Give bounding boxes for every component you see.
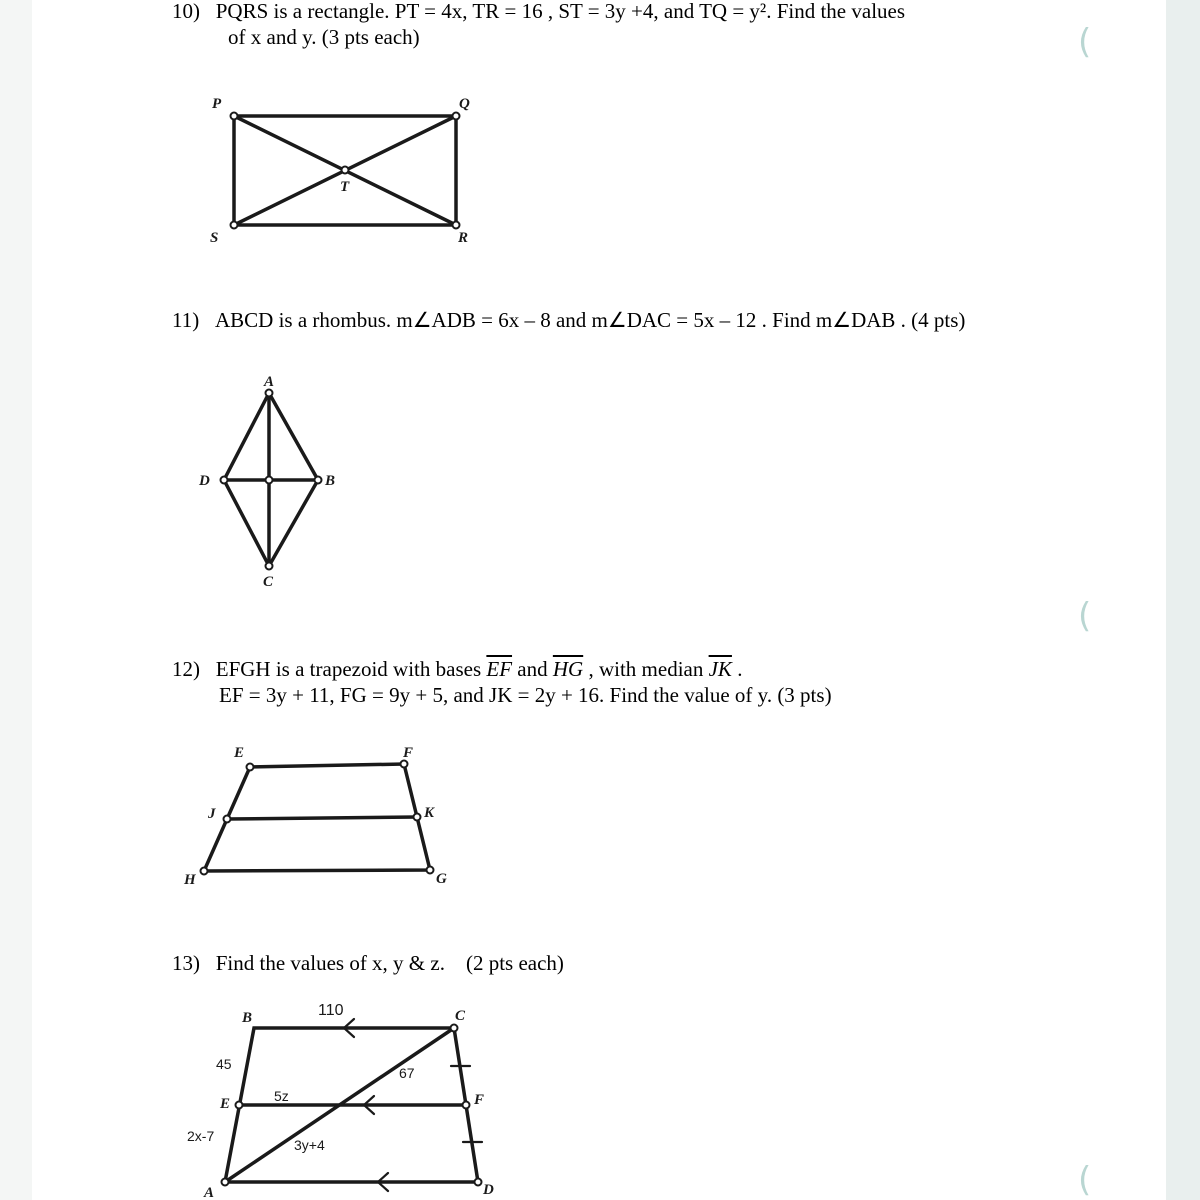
measure-be: 45 [216,1056,232,1072]
question-prompt-line1: EFGH is a trapezoid with bases [215,657,487,681]
margin-mark: ( [1078,22,1092,62]
label-d: D [483,1182,494,1198]
label-q: Q [459,96,470,112]
measure-diagonal: 3y+4 [294,1137,325,1153]
label-j: J [208,806,216,822]
question-number: 12) [172,657,200,681]
trapezoid-efgh-figure [204,764,430,871]
question-number: 13) [172,951,200,975]
label-a: A [264,374,275,390]
label-a: A [204,1185,215,1200]
label-e: E [234,745,245,761]
question-prompt: Find the values of x, y & z. [215,951,445,975]
label-c: C [455,1008,466,1024]
label-h: H [184,872,196,888]
measure-ez: 5z [274,1088,289,1104]
margin-mark: ( [1078,596,1092,636]
measure-ae: 2x-7 [187,1128,215,1144]
label-d: D [199,473,210,489]
question-number: 11) [172,308,200,332]
question-points: (2 pts each) [465,951,564,975]
word-median: , with median [583,657,709,681]
sentence-end: . [731,657,743,681]
label-t: T [340,179,350,195]
label-r: R [458,230,469,246]
label-b: B [242,1010,253,1026]
margin-mark: ( [1078,1160,1092,1200]
label-g: G [436,871,447,887]
label-f: F [474,1092,485,1108]
trapezoid-abcd-figure [225,1028,478,1182]
label-k: K [424,805,435,821]
label-f: F [403,745,414,761]
question-prompt-line2: of x and y. (3 pts each) [228,25,420,49]
measure-bc: 110 [318,1002,344,1019]
label-b: B [325,473,336,489]
segment-ef: $\overline{EF}$ [486,657,513,681]
label-c: C [263,574,274,590]
measure-angle: 67 [399,1065,415,1081]
word-and: and [512,657,553,681]
label-e: E [220,1096,231,1112]
question-prompt: ABCD is a rhombus. m∠ADB = 6x – 8 and m∠DAC = 5x – 12 . Find m∠DAB . (4 pts) [214,308,966,332]
segment-hg: $\overline{HG}$ [552,657,584,681]
segment-jk: $\overline{JK}$ [708,657,732,681]
question-prompt-line2: EF = 3y + 11, FG = 9y + 5, and JK = 2y + 16. Find the value of y. (3 pts) [219,683,832,707]
label-s: S [210,230,219,246]
label-p: P [212,96,222,112]
question-number: 10) [172,0,200,23]
question-prompt-line1: PQRS is a rectangle. PT = 4x, TR = 16 , ST = 3y +4, and TQ = y². Find the values [215,0,906,23]
